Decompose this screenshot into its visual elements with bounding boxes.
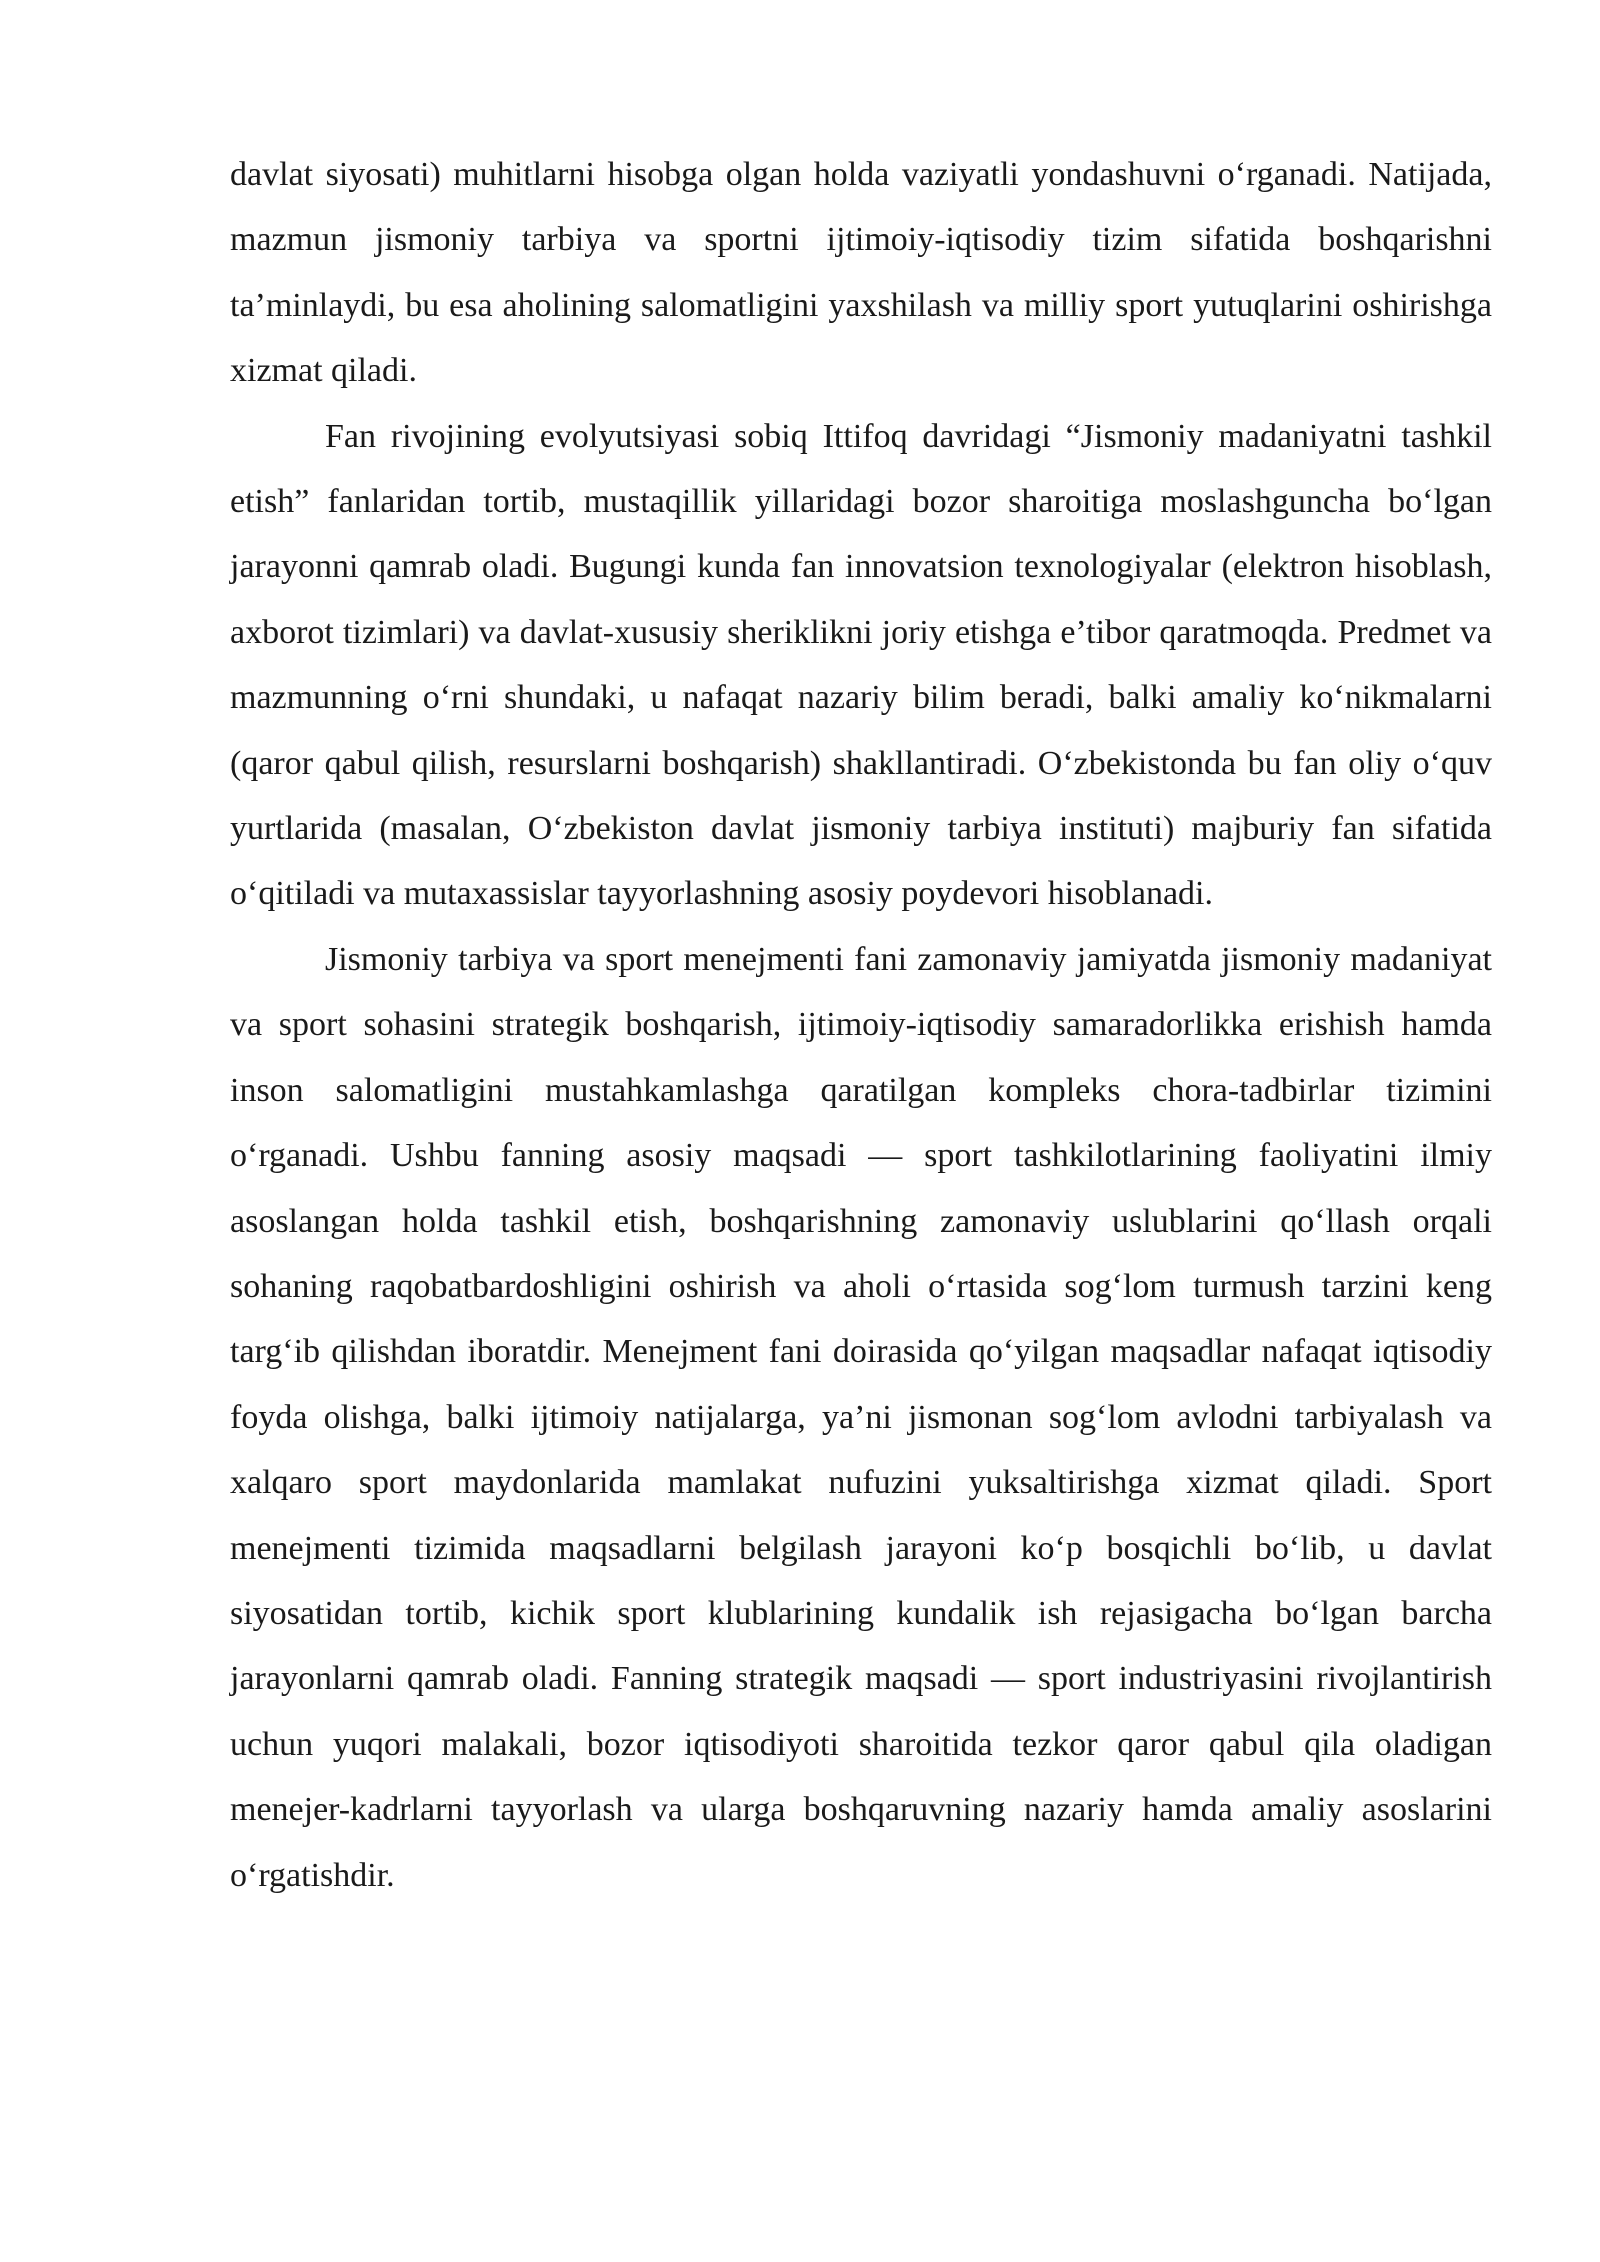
paragraph-evolution: Fan rivojining evolyutsiyasi sobiq Ittifoq davridagi “Jismoniy madaniyatni tashkil etish” fanlaridan tortib, mustaqillik yillaridagi bozor sharoitiga moslashguncha bo‘lgan jarayonni qamrab oladi. Bugungi kunda fan innovatsion texnologiyalar (elektron hisoblash, axborot tizimlari) va davlat-xususiy sheriklikni joriy etishga e’tibor qaratmoqda. Predmet va mazmunning o‘rni shundaki, u nafaqat nazariy bilim beradi, balki amaliy ko‘nikmalarni (qaror qabul qilish, resurslarni boshqarish) shakllantiradi. O‘zbekistonda bu fan oliy o‘quv yurtlarida (masalan, O‘zbekiston davlat jismoniy tarbiya instituti) majburiy fan sifatida o‘qitiladi va mutaxassislar tayyorlashning asosiy poydevori hisoblanadi.: [230, 417, 1492, 913]
paragraph-management: Jismoniy tarbiya va sport menejmenti fani zamonaviy jamiyatda jismoniy madaniyat va sport sohasini strategik boshqarish, ijtimoiy-iqtisodiy samaradorlikka erishish hamda inson salomatligini mustahkamlashga qaratilgan kompleks chora-tadbirlar tizimini o‘rganadi. Ushbu fanning asosiy maqsadi — sport tashkilotlarining faoliyatini ilmiy asoslangan holda tashkil etish, boshqarishning zamonaviy uslublarini qo‘llash orqali sohaning raqobatbardoshligini oshirish va aholi o‘rtasida sog‘lom turmush tarzini keng targ‘ib qilishdan iboratdir. Menejment fani doirasida qo‘yilgan maqsadlar nafaqat iqtisodiy foyda olishga, balki ijtimoiy natijalarga, ya’ni jismonan sog‘lom avlodni tarbiyalash va xalqaro sport maydonlarida mamlakat nufuzini yuksaltirishga xizmat qiladi. Sport menejmenti tizimida maqsadlarni belgilash jarayoni ko‘p bosqichli bo‘lib, u davlat siyosatidan tortib, kichik sport klublarining kundalik ish rejasigacha bo‘lgan barcha jarayonlarni qamrab oladi. Fanning strategik maqsadi — sport industriyasini rivojlantirish uchun yuqori malakali, bozor iqtisodiyoti sharoitida tezkor qaror qabul qila oladigan menejer-kadrlarni tayyorlash va ularga boshqaruvning nazariy hamda amaliy asoslarini o‘rgatishdir.: [230, 940, 1492, 1894]
document-body: [230, 142, 1492, 1908]
paragraph-continued: davlat siyosati) muhitlarni hisobga olgan holda vaziyatli yondashuvni o‘rganadi. Natijada, mazmun jismoniy tarbiya va sportni ijtimoiy-iqtisodiy tizim sifatida boshqarishni ta’minlaydi, bu esa aholining salomatligini yaxshilash va milliy sport yutuqlarini oshirishga xizmat qiladi.: [230, 156, 1492, 390]
